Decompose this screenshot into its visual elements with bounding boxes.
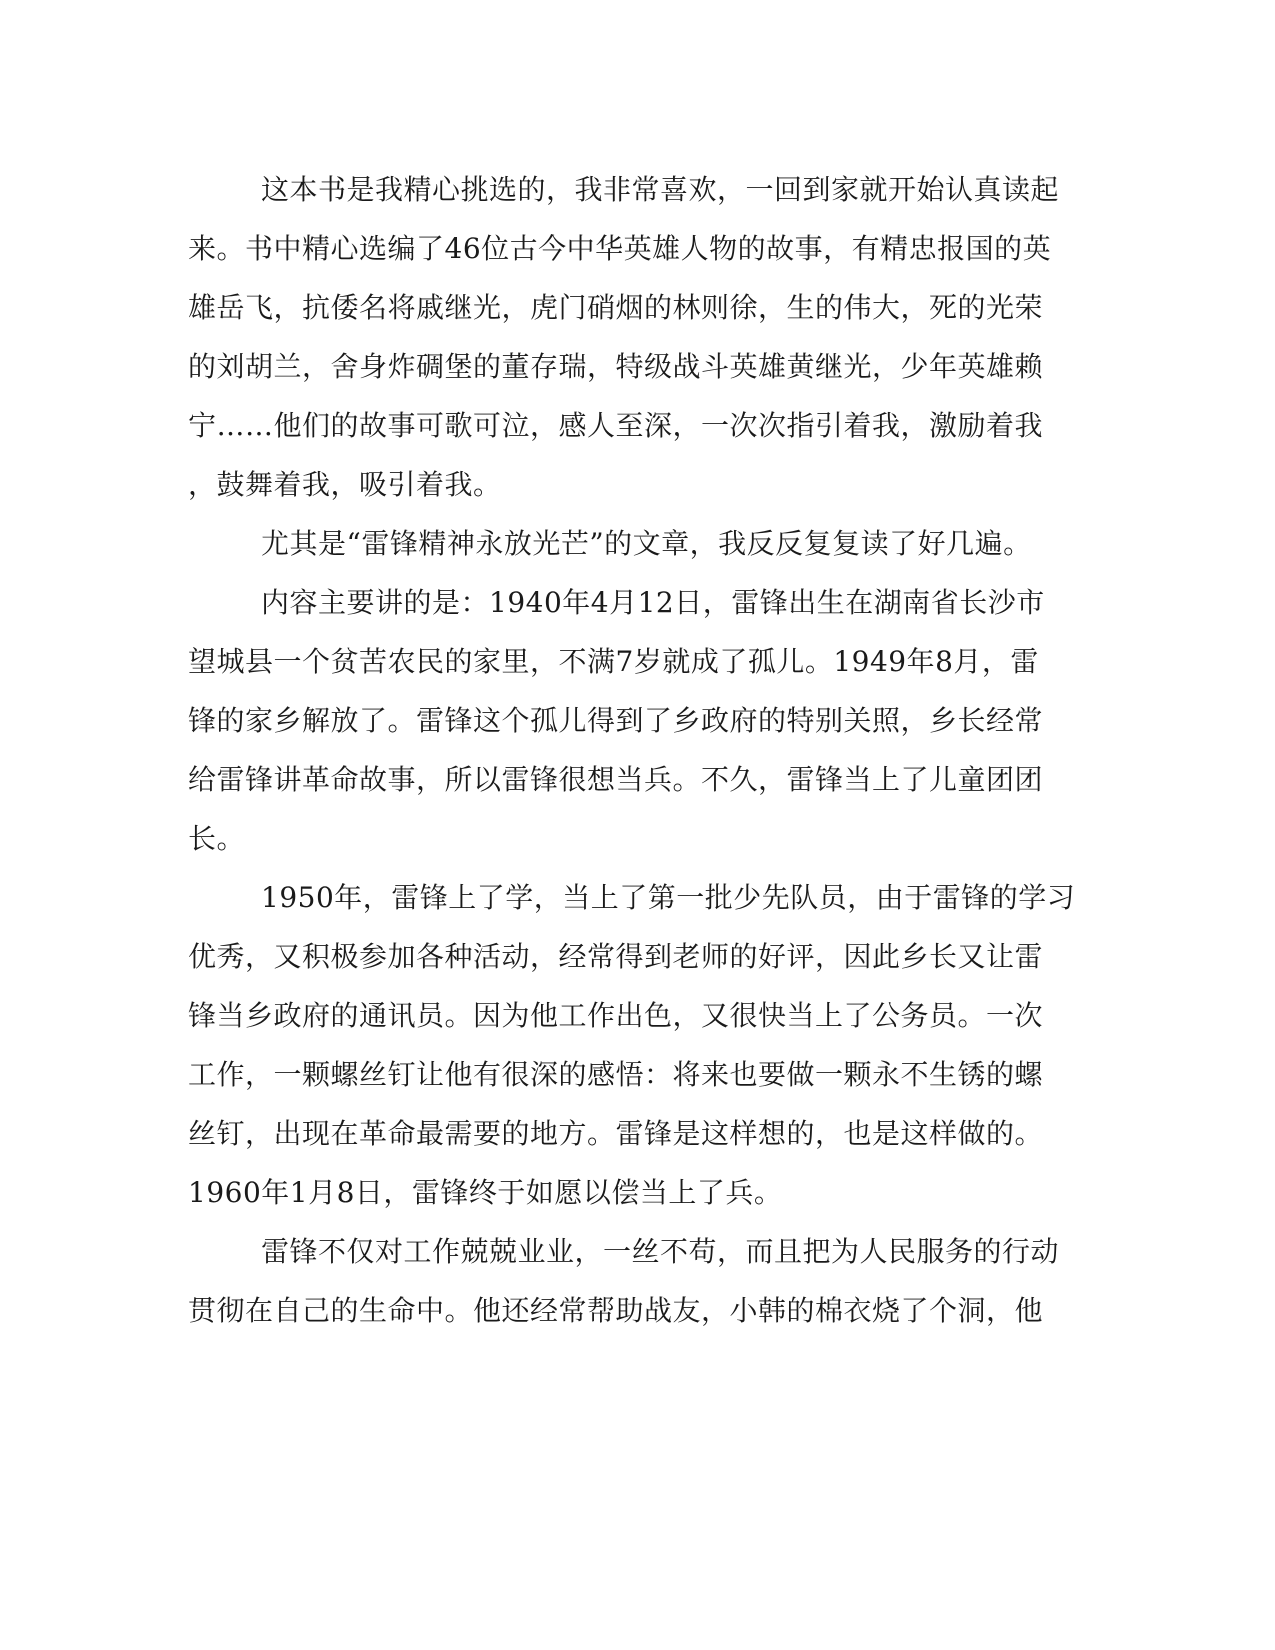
paragraph bbox=[188, 573, 1048, 868]
text-line: 宁……他们的故事可歌可泣，感人至深，一次次指引着我，激励着我 bbox=[188, 409, 1044, 442]
paragraph bbox=[188, 514, 1048, 573]
text-line: 给雷锋讲革命故事，所以雷锋很想当兵。不久，雷锋当上了儿童团团 bbox=[188, 763, 1044, 796]
text-line: 锋的家乡解放了。雷锋这个孤儿得到了乡政府的特别关照，乡长经常 bbox=[188, 704, 1044, 737]
text-line: 丝钉，出现在革命最需要的地方。雷锋是这样想的，也是这样做的。 bbox=[188, 1117, 1044, 1150]
text-line: 雄岳飞，抗倭名将戚继光，虎门硝烟的林则徐，生的伟大，死的光荣 bbox=[188, 291, 1044, 324]
text-line: 1950年，雷锋上了学，当上了第一批少先队员，由于雷锋的学习 bbox=[261, 881, 1076, 914]
text-line: 长。 bbox=[188, 822, 246, 855]
text-line: 望城县一个贫苦农民的家里，不满7岁就成了孤儿。1949年8月，雷 bbox=[188, 645, 1039, 678]
text-line: 优秀，又积极参加各种活动，经常得到老师的好评，因此乡长又让雷 bbox=[188, 940, 1044, 973]
text-line: 雷锋不仅对工作兢兢业业，一丝不苟，而且把为人民服务的行动 bbox=[261, 1235, 1060, 1268]
text-line: 锋当乡政府的通讯员。因为他工作出色，又很快当上了公务员。一次 bbox=[188, 999, 1044, 1032]
text-line: 工作，一颗螺丝钉让他有很深的感悟：将来也要做一颗永不生锈的螺 bbox=[188, 1058, 1044, 1091]
text-line: 1960年1月8日，雷锋终于如愿以偿当上了兵。 bbox=[188, 1176, 783, 1209]
text-line: 来。书中精心选编了46位古今中华英雄人物的故事，有精忠报国的英 bbox=[188, 232, 1052, 265]
text-line: ，鼓舞着我，吸引着我。 bbox=[188, 468, 502, 501]
text-line: 内容主要讲的是：1940年4月12日，雷锋出生在湖南省长沙市 bbox=[261, 586, 1045, 619]
text-line: 尤其是“雷锋精神永放光芒”的文章，我反反复复读了好几遍。 bbox=[261, 527, 1032, 560]
text-line: 的刘胡兰，舍身炸碉堡的董存瑞，特级战斗英雄黄继光，少年英雄赖 bbox=[188, 350, 1044, 383]
document-body bbox=[188, 160, 1076, 1340]
paragraph bbox=[188, 868, 1076, 1222]
paragraph bbox=[188, 160, 1060, 514]
text-line: 这本书是我精心挑选的，我非常喜欢，一回到家就开始认真读起 bbox=[261, 173, 1060, 206]
paragraph bbox=[188, 1222, 1060, 1340]
text-line: 贯彻在自己的生命中。他还经常帮助战友，小韩的棉衣烧了个洞，他 bbox=[188, 1294, 1044, 1327]
